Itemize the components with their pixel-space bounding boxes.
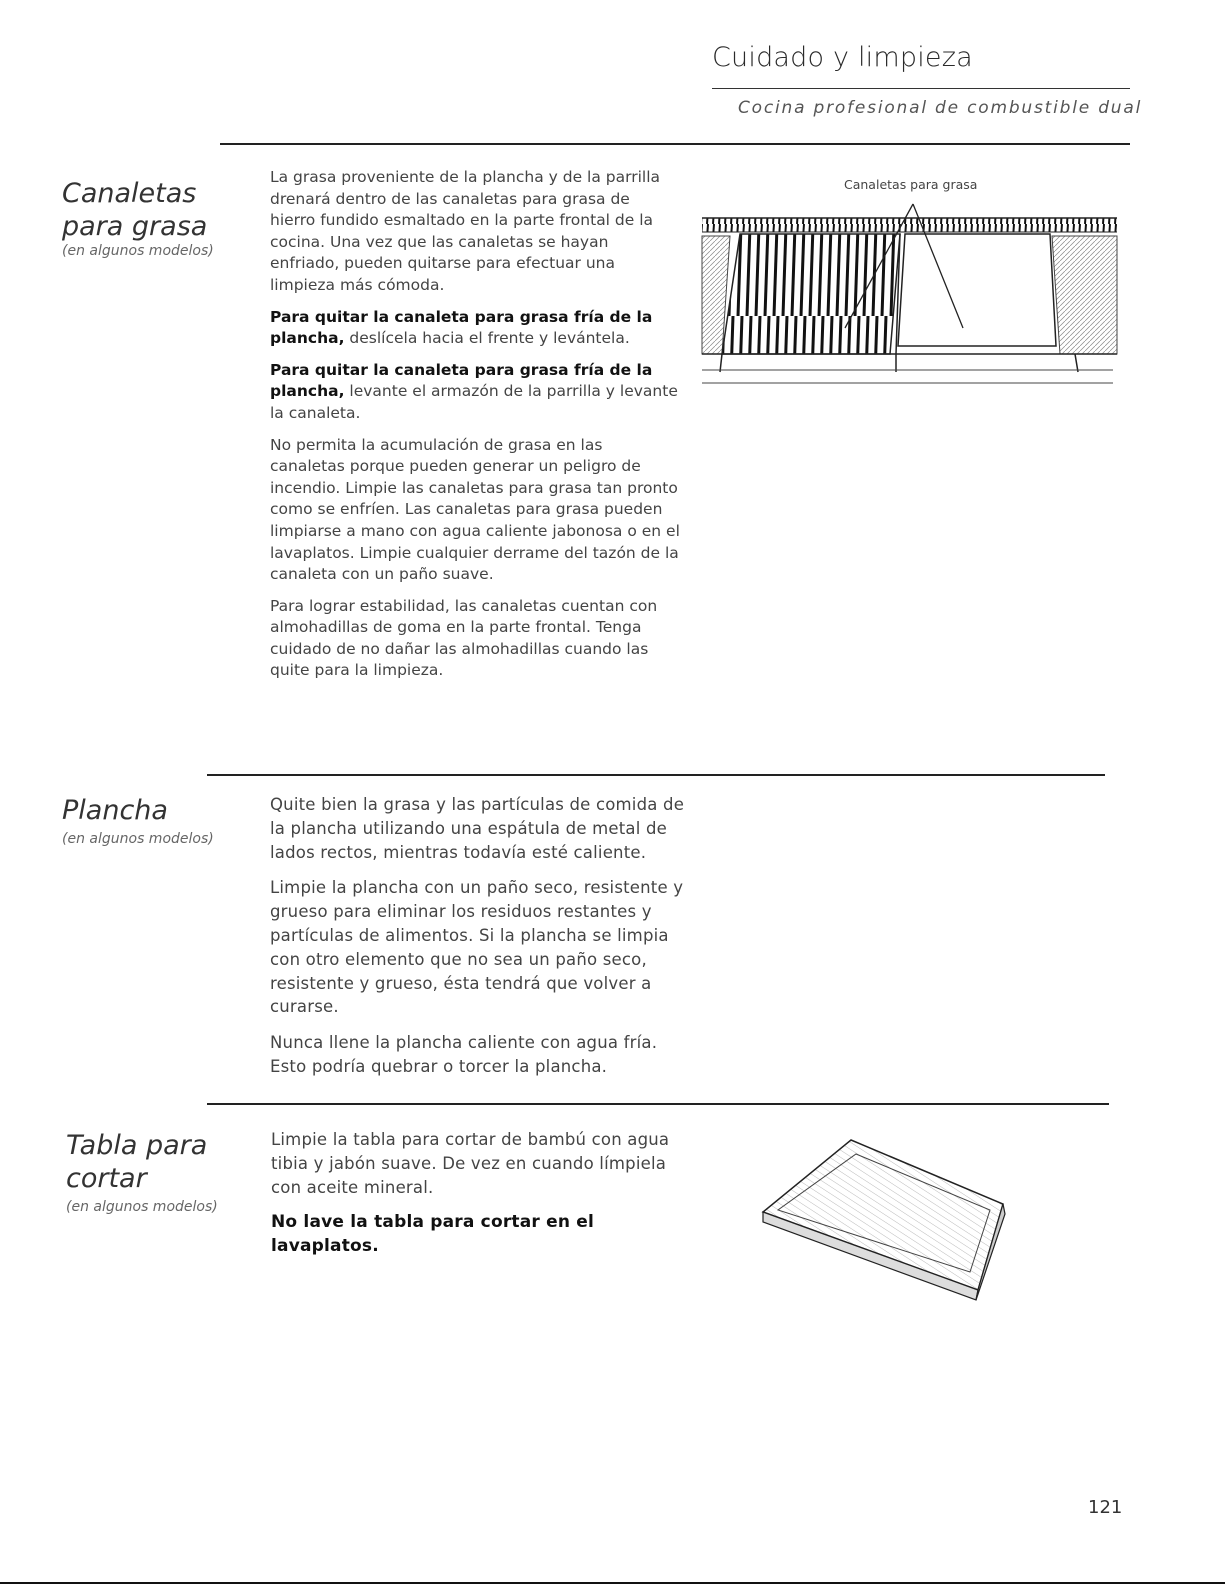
page-bottom-edge <box>0 1582 1225 1584</box>
section-heading-cutting-board <box>66 1129 246 1215</box>
section-body-cutting-board <box>271 1128 691 1271</box>
instruction-bold: Para quitar la canaleta para grasa fría de la plancha, <box>270 360 653 401</box>
section-note: (en algunos modelos) <box>66 1199 218 1215</box>
section-body-grease-troughs <box>270 167 680 692</box>
section-divider-cutting-board <box>207 1103 1109 1105</box>
warning-text: No lave la tabla para cortar en el lavaplatos. <box>271 1212 595 1257</box>
section-divider-griddle <box>207 774 1105 776</box>
paragraph: Nunca llene la plancha caliente con agua fría. Esto podría quebrar o torcer la plancha. <box>270 1033 658 1076</box>
section-heading-griddle <box>62 794 242 847</box>
section-note: (en algunos modelos) <box>62 831 214 847</box>
page-number: 121 <box>1088 1497 1123 1518</box>
instruction-text: levante el armazón de la parrilla y levante la canaleta. <box>270 382 678 422</box>
section-title-line1: Canaletas <box>62 178 197 209</box>
section-divider-grease <box>220 143 1130 145</box>
section-title-line2: para grasa <box>62 211 208 242</box>
paragraph: La grasa proveniente de la plancha y de la parrilla drenará dentro de las canaletas para grasa de hierro fundido esmaltado en la parte frontal de la cocina. Una vez que las canaletas se hayan enfriado, pueden quitarse para efectuar una limpieza más cómoda. <box>270 168 660 294</box>
page-header-subtitle: Cocina profesional de combustible dual <box>738 98 1143 118</box>
grease-trough-illustration <box>700 196 1120 390</box>
section-note: (en algunos modelos) <box>62 243 214 259</box>
instruction-paragraph <box>270 360 680 425</box>
cutting-board-illustration <box>758 1132 1013 1310</box>
instruction-paragraph <box>270 307 680 350</box>
paragraph: Limpie la plancha con un paño seco, resistente y grueso para eliminar los residuos restantes y partículas de alimentos. Si la plancha se limpia con otro elemento que no sea un paño seco, resistente y grueso, ésta tendrá que volver a curarse. <box>270 878 684 1017</box>
paragraph: Para lograr estabilidad, las canaletas cuentan con almohadillas de goma en la parte frontal. Tenga cuidado de no dañar las almohadillas cuando las quite para la limpieza. <box>270 596 658 680</box>
paragraph: Limpie la tabla para cortar de bambú con agua tibia y jabón suave. De vez en cuando límpiela con aceite mineral. <box>271 1130 670 1197</box>
figure-label-grease-troughs: Canaletas para grasa <box>844 177 978 192</box>
page-header-title: Cuidado y limpieza <box>712 42 973 73</box>
section-title-line1: Plancha <box>62 795 168 826</box>
paragraph: No permita la acumulación de grasa en las canaletas porque pueden generar un peligro de incendio. Limpie las canaletas para grasa tan pronto como se enfríen. Las canaletas para grasa pueden limpiarse a mano con agua caliente jabonosa o en el lavaplatos. Limpie cualquier derrame del tazón de la canaleta con un paño suave. <box>270 435 680 584</box>
section-body-griddle <box>270 793 690 1091</box>
section-title-line2: cortar <box>66 1163 147 1194</box>
section-heading-grease-troughs <box>62 177 242 259</box>
paragraph: Quite bien la grasa y las partículas de comida de la plancha utilizando una espátula de metal de lados rectos, mientras todavía esté caliente. <box>270 795 685 862</box>
instruction-text: deslícela hacia el frente y levántela. <box>344 329 630 348</box>
section-title-line1: Tabla para <box>66 1130 208 1161</box>
instruction-bold: Para quitar la canaleta para grasa fría de la plancha, <box>270 307 653 348</box>
header-rule <box>712 88 1130 89</box>
